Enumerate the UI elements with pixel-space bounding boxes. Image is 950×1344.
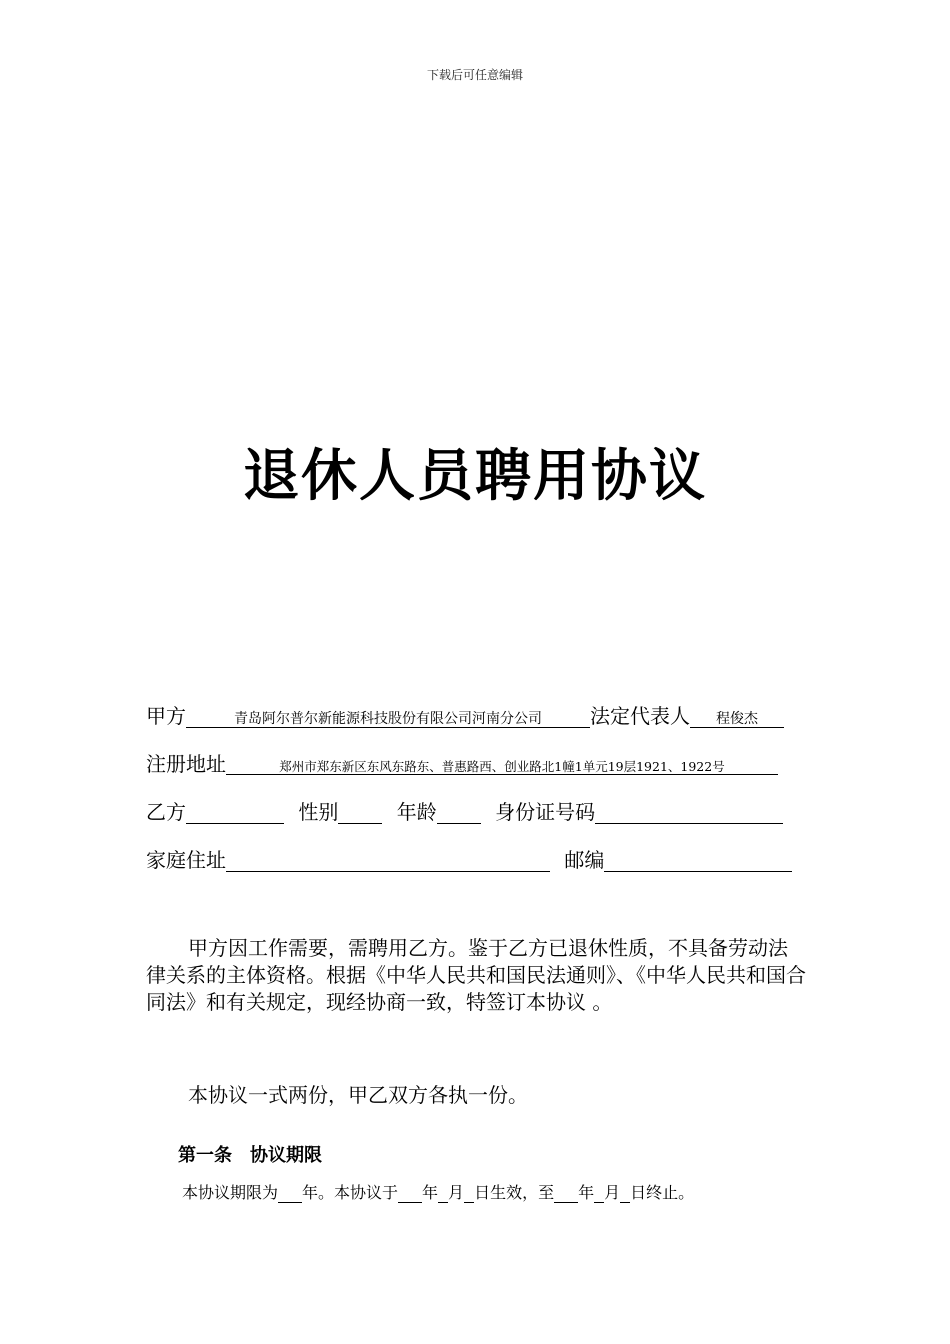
document-title: 退休人员聘用协议 — [243, 444, 707, 509]
gender-field[interactable] — [338, 801, 382, 824]
party-a-label: 甲方 — [146, 704, 186, 728]
home-address-label: 家庭住址 — [146, 848, 226, 872]
zip-code-field[interactable] — [604, 849, 792, 872]
party-a-name-field[interactable]: 青岛阿尔普尔新能源科技股份有限公司河南分公司 — [186, 712, 590, 728]
party-b-line — [146, 796, 783, 825]
id-number-field[interactable] — [595, 801, 783, 824]
legal-rep-field[interactable]: 程俊杰 — [690, 712, 784, 728]
age-label: 年龄 — [396, 800, 437, 824]
id-number-label: 身份证号码 — [495, 800, 596, 824]
term-text-2: 年。本协议于 — [302, 1183, 399, 1202]
gender-label: 性别 — [298, 800, 339, 824]
term-text-1: 本协议期限为 — [182, 1183, 279, 1202]
end-day-field[interactable] — [620, 1184, 630, 1203]
registered-address-field[interactable]: 郑州市郑东新区东风东路东、普惠路西、创业路北1幢1单元19层1921、1922号 — [226, 760, 778, 775]
registered-address-line — [146, 748, 778, 777]
zip-code-label: 邮编 — [564, 848, 605, 872]
start-year-field[interactable] — [398, 1184, 422, 1203]
preamble-paragraph: 甲方因工作需要，需聘用乙方。鉴于乙方已退休性质，不具备劳动法律关系的主体资格。根据《中华人民共和国民法通则》、《中华人民共和国合同法》和有关规定，现经协商一致，特签订本协议 。 — [146, 936, 806, 1014]
start-month-field[interactable] — [438, 1184, 448, 1203]
term-text-3: 年 — [422, 1183, 439, 1202]
term-text-8: 日终止。 — [630, 1183, 695, 1202]
term-text-6: 年 — [578, 1183, 595, 1202]
term-text-7: 月 — [604, 1183, 621, 1202]
home-address-field[interactable] — [226, 849, 550, 872]
party-a-line — [146, 700, 784, 729]
registered-address-label: 注册地址 — [146, 752, 226, 776]
article-1-clause — [182, 1180, 694, 1203]
page-header-note: 下载后可任意编辑 — [426, 68, 523, 82]
copies-paragraph: 本协议一式两份，甲乙双方各执一份。 — [188, 1083, 528, 1107]
term-text-5: 日生效，至 — [474, 1183, 555, 1202]
party-b-name-field[interactable] — [186, 801, 284, 824]
home-address-line — [146, 844, 792, 873]
end-year-field[interactable] — [554, 1184, 578, 1203]
start-day-field[interactable] — [464, 1184, 474, 1203]
end-month-field[interactable] — [594, 1184, 604, 1203]
term-years-field[interactable] — [278, 1184, 302, 1203]
party-b-label: 乙方 — [146, 800, 186, 824]
term-text-4: 月 — [448, 1183, 465, 1202]
article-1-heading: 第一条 协议期限 — [178, 1145, 322, 1166]
legal-rep-label: 法定代表人 — [590, 704, 690, 728]
age-field[interactable] — [437, 801, 481, 824]
